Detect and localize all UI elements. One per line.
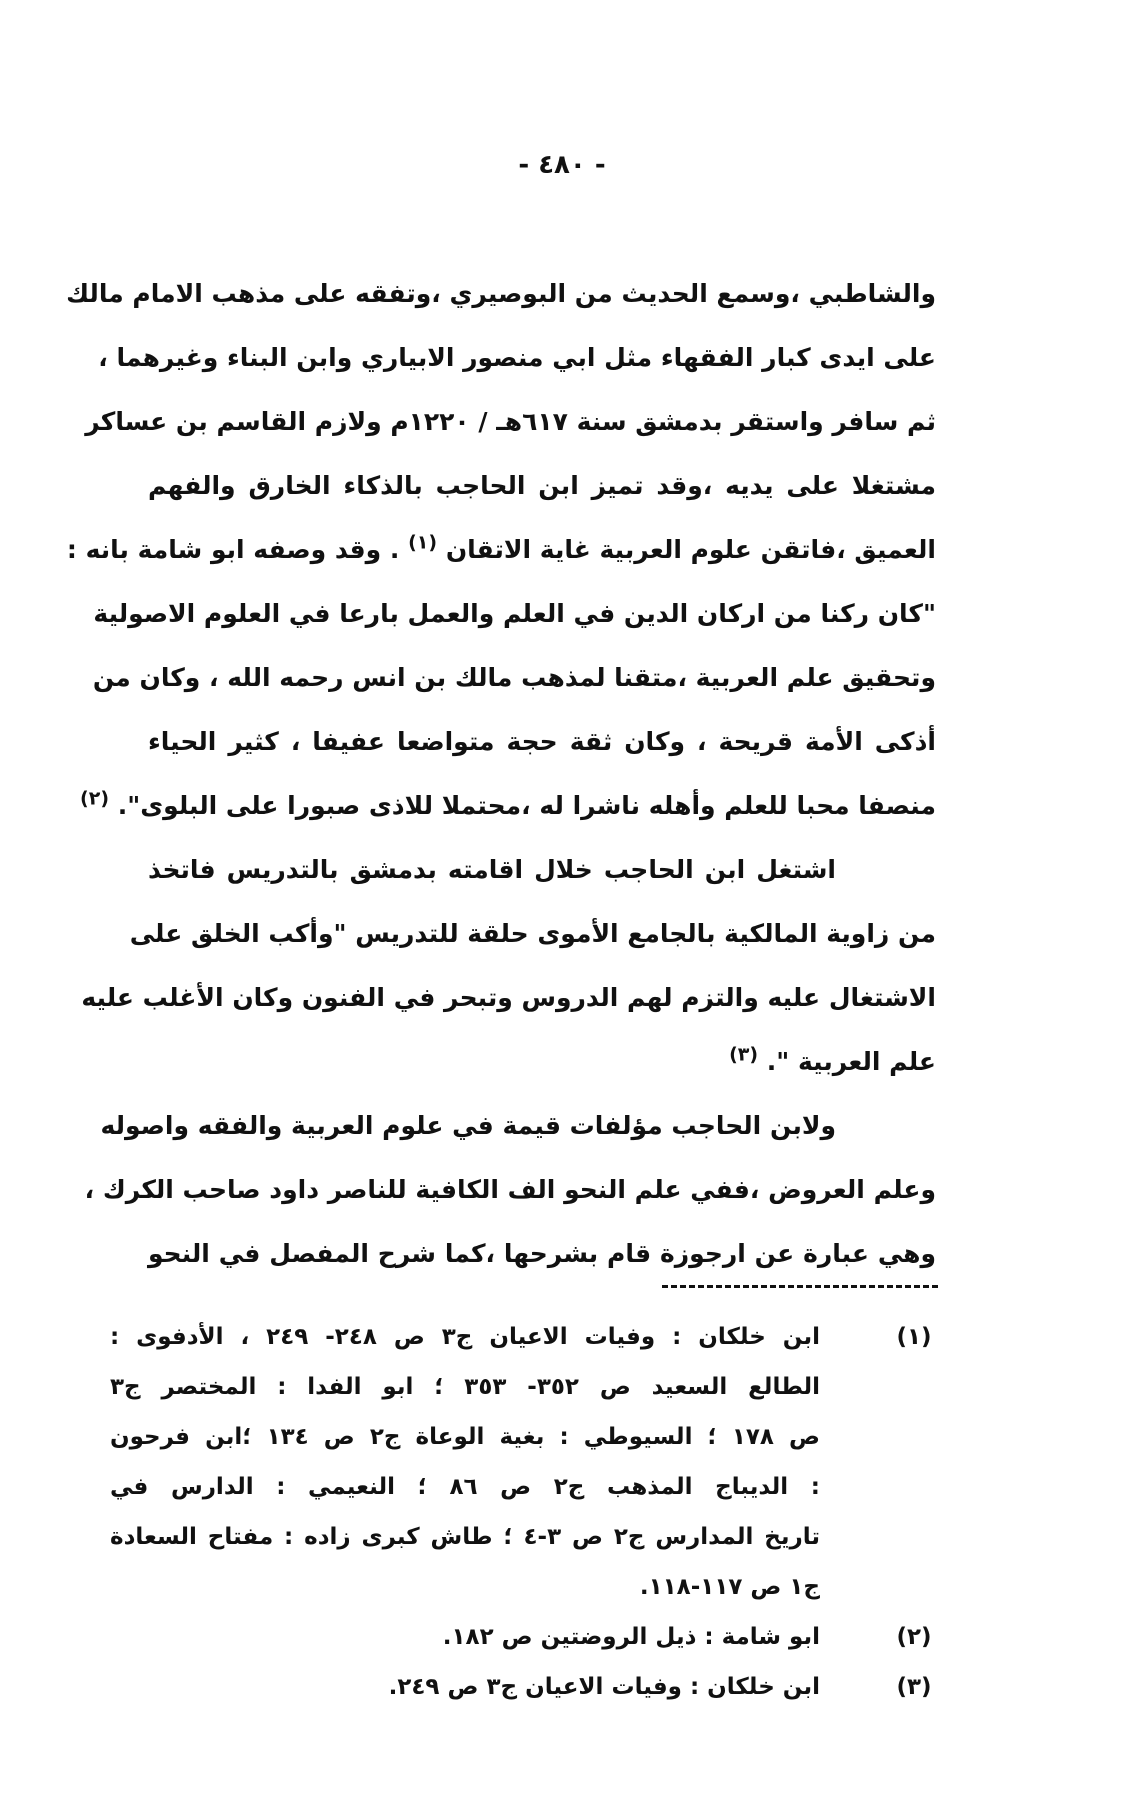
text-line: من زاوية المالكية بالجامع الأموى حلقة للتدريس "وأكب الخلق على [129,919,936,948]
quote-line: "كان ركنا من اركان الدين في العلم والعمل بارعا في العلوم الاصولية [93,599,936,628]
footnote-line: ابن خلكان : وفيات الاعيان ج٣ ص ٢٤٨- ٢٤٩ ، الأدفوى : [110,1324,820,1350]
text-line: وعلم العروض ،ففي علم النحو الف الكافية للناصر داود صاحب الكرك ، [84,1175,936,1204]
footnote-1 [110,1312,944,1612]
quote-line: أذكى الأمة قريحة ، وكان ثقة حجة متواضعا عفيفا ، كثير الحياء [148,727,936,756]
text-line: اشتغل ابن الحاجب خلال اقامته بدمشق بالتدريس فاتخذ [148,855,836,884]
footnote-line: الطالع السعيد ص ٣٥٢- ٣٥٣ ؛ ابو الفدا : المختصر ج٣ [110,1374,821,1400]
text-line: الاشتغال عليه والتزم لهم الدروس وتبحر في الفنون وكان الأغلب عليه [81,983,936,1012]
text-line: على ايدى كبار الفقهاء مثل ابي منصور الابياري وابن البناء وغيرهما ، [98,343,936,372]
footnote-line: ص ١٧٨ ؛ السيوطي : بغية الوعاة ج٢ ص ١٣٤ ؛ابن فرحون [110,1424,820,1450]
main-text [66,262,936,1286]
footnote-ref-1: (١) [408,531,438,554]
footnotes [110,1312,944,1712]
text-line: مشتغلا على يديه ،وقد تميز ابن الحاجب بالذكاء الخارق والفهم [148,471,936,500]
text-segment: منصفا محبا للعلم وأهله ناشرا له ،محتملا للاذى صبورا على البلوى". [117,791,936,820]
footnote-2 [110,1612,944,1662]
text-segment: . وقد وصفه ابو شامة بانه : [66,535,400,564]
quote-line: وتحقيق علم العربية ،متقنا لمذهب مالك بن انس رحمه الله ، وكان من [92,663,936,692]
text-segment: علم العربية ". [766,1047,936,1076]
footnote-line: ابن خلكان : وفيات الاعيان ج٣ ص ٢٤٩. [388,1674,820,1700]
footnote-ref-2: (٢) [80,787,109,810]
footnote-ref-3: (٣) [729,1043,759,1066]
text-line-with-ref [148,1030,936,1094]
text-line-with-ref [66,518,936,582]
text-line: والشاطبي ،وسمع الحديث من البوصيري ،وتفقه على مذهب الامام مالك [66,279,936,308]
footnote-3 [110,1662,944,1712]
footnote-line: تاريخ المدارس ج٢ ص ٣-٤ ؛ طاش كبرى زاده : مفتاح السعادة [110,1524,820,1550]
footnote-number: (٢) [896,1624,932,1650]
footnote-separator [662,1285,938,1288]
footnote-line: : الديباج المذهب ج٢ ص ٨٦ ؛ النعيمي : الدارس في [110,1474,820,1500]
quote-line-with-ref [80,774,936,838]
text-line: ولابن الحاجب مؤلفات قيمة في علوم العربية والفقه واصوله [100,1111,836,1140]
text-segment: العميق ،فاتقن علوم العربية غاية الاتقان [445,535,936,564]
text-line: ثم سافر واستقر بدمشق سنة ٦١٧هـ / ١٢٢٠م ولازم القاسم بن عساكر [85,407,936,436]
footnote-number: (٣) [896,1674,932,1700]
footnote-number: (١) [896,1324,932,1350]
page-number: - ٤٨٠ - [518,150,606,180]
footnote-line: ابو شامة : ذيل الروضتين ص ١٨٢. [442,1624,820,1650]
text-line: وهي عبارة عن ارجوزة قام بشرحها ،كما شرح المفصل في النحو [148,1239,936,1268]
footnote-line: ج١ ص ١١٧-١١٨. [639,1574,820,1600]
